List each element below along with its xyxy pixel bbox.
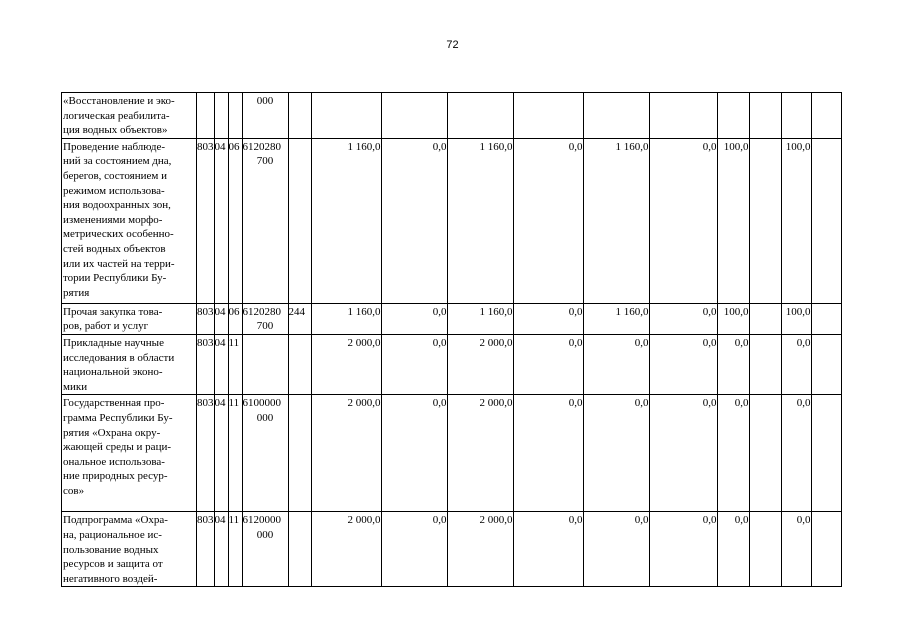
row-name-line: берегов, состоянием и bbox=[63, 169, 167, 182]
cell-expense-type bbox=[288, 334, 311, 394]
cell-section: 04 bbox=[214, 512, 228, 587]
cell-percent: 0,0 bbox=[717, 512, 749, 587]
row-name-line: жающей среды и раци- bbox=[63, 441, 172, 454]
row-name-line: негативного воздей- bbox=[63, 572, 158, 585]
cell-target-article bbox=[242, 512, 288, 587]
cell-empty bbox=[749, 303, 781, 334]
cell-amount: 0,0 bbox=[381, 395, 447, 512]
budget-table bbox=[61, 92, 842, 587]
page-number: 72 bbox=[446, 39, 459, 51]
cell-percent: 0,0 bbox=[781, 334, 811, 394]
cell-amount: 0,0 bbox=[381, 138, 447, 303]
cell-blank bbox=[811, 93, 841, 139]
cell-amount: 0,0 bbox=[513, 138, 583, 303]
table-row bbox=[62, 512, 842, 587]
table-row bbox=[62, 138, 842, 303]
cell-amount bbox=[649, 93, 717, 139]
row-name-line: ния водоохранных зон, bbox=[63, 199, 171, 212]
cell-amount bbox=[583, 93, 649, 139]
row-name-line: грамма Республики Бу- bbox=[63, 411, 173, 424]
row-name-line: Проведение наблюде- bbox=[63, 140, 166, 153]
cell-percent: 0,0 bbox=[781, 512, 811, 587]
cell-percent: 0,0 bbox=[781, 395, 811, 512]
cell-target-article bbox=[242, 303, 288, 334]
cell-amount: 0,0 bbox=[649, 138, 717, 303]
cell-subsection: 11 bbox=[228, 395, 242, 512]
cell-section: 04 bbox=[214, 138, 228, 303]
cell-amount: 0,0 bbox=[513, 303, 583, 334]
cell-section bbox=[214, 93, 228, 139]
cell-empty bbox=[749, 512, 781, 587]
row-name bbox=[62, 93, 197, 139]
cell-grbs: 803 bbox=[197, 138, 215, 303]
row-name-line: ние природных ресур- bbox=[63, 470, 168, 483]
cell-amount: 2 000,0 bbox=[447, 395, 513, 512]
target-article-line: 6100000 bbox=[242, 397, 281, 410]
cell-amount: 0,0 bbox=[583, 395, 649, 512]
row-name bbox=[62, 334, 197, 394]
row-name bbox=[62, 138, 197, 303]
cell-amount: 0,0 bbox=[649, 334, 717, 394]
target-article-line: 6120280 bbox=[242, 305, 281, 318]
cell-amount bbox=[513, 93, 583, 139]
cell-blank bbox=[811, 334, 841, 394]
cell-amount: 0,0 bbox=[649, 512, 717, 587]
cell-grbs: 803 bbox=[197, 303, 215, 334]
cell-grbs bbox=[197, 93, 215, 139]
cell-percent bbox=[781, 93, 811, 139]
cell-amount bbox=[311, 93, 381, 139]
row-name-line: ресурсов и защита от bbox=[63, 558, 163, 571]
row-name bbox=[62, 395, 197, 512]
row-name-line: ональное использова- bbox=[63, 455, 165, 468]
row-name-line: Подпрограмма «Охра- bbox=[63, 514, 168, 527]
cell-amount: 0,0 bbox=[583, 512, 649, 587]
row-name-line: стей водных объектов bbox=[63, 242, 166, 255]
cell-amount: 0,0 bbox=[381, 512, 447, 587]
cell-percent: 100,0 bbox=[781, 138, 811, 303]
cell-percent: 100,0 bbox=[781, 303, 811, 334]
row-name bbox=[62, 303, 197, 334]
cell-subsection: 11 bbox=[228, 512, 242, 587]
cell-grbs: 803 bbox=[197, 334, 215, 394]
cell-amount: 1 160,0 bbox=[583, 138, 649, 303]
row-name-line: «Восстановление и эко- bbox=[63, 95, 175, 107]
cell-expense-type bbox=[288, 138, 311, 303]
cell-empty bbox=[749, 334, 781, 394]
cell-amount: 2 000,0 bbox=[447, 334, 513, 394]
target-article-line: 700 bbox=[256, 155, 274, 168]
target-article-line: 6120280 bbox=[242, 140, 281, 153]
row-name-line: режимом использова- bbox=[63, 184, 165, 197]
cell-amount: 0,0 bbox=[381, 334, 447, 394]
row-name-line: исследования в области bbox=[63, 351, 175, 364]
cell-section: 04 bbox=[214, 303, 228, 334]
cell-grbs: 803 bbox=[197, 512, 215, 587]
cell-target-article bbox=[242, 138, 288, 303]
target-article-line: 000 bbox=[256, 528, 274, 541]
cell-amount: 0,0 bbox=[583, 334, 649, 394]
cell-expense-type: 244 bbox=[288, 303, 311, 334]
cell-amount: 2 000,0 bbox=[311, 512, 381, 587]
row-name-line: логическая реабилита- bbox=[63, 109, 170, 122]
cell-amount: 1 160,0 bbox=[311, 138, 381, 303]
row-name bbox=[62, 512, 197, 587]
table-row bbox=[62, 93, 842, 139]
cell-amount: 1 160,0 bbox=[311, 303, 381, 334]
cell-percent: 0,0 bbox=[717, 334, 749, 394]
row-name-line: ний за состоянием дна, bbox=[63, 155, 172, 168]
cell-expense-type bbox=[288, 395, 311, 512]
cell-expense-type bbox=[288, 512, 311, 587]
row-name-line: изменениями морфо- bbox=[63, 213, 163, 226]
cell-blank bbox=[811, 303, 841, 334]
row-name-line: ция водных объектов» bbox=[63, 124, 168, 137]
row-name-line: рятия bbox=[63, 286, 90, 299]
target-article-line: 000 bbox=[256, 95, 274, 107]
row-name-line: ров, работ и услуг bbox=[63, 320, 149, 333]
target-article-line: 700 bbox=[256, 320, 274, 333]
cell-amount: 2 000,0 bbox=[447, 512, 513, 587]
row-name-line: Прочая закупка това- bbox=[63, 305, 163, 318]
row-name-line: тории Республики Бу- bbox=[63, 272, 167, 285]
cell-empty bbox=[749, 395, 781, 512]
row-name-line: мики bbox=[63, 380, 88, 393]
row-name-line: Государственная про- bbox=[63, 397, 165, 410]
cell-target-article bbox=[242, 334, 288, 394]
row-name-line: или их частей на терри- bbox=[63, 257, 175, 270]
cell-target-article bbox=[242, 395, 288, 512]
cell-blank bbox=[811, 512, 841, 587]
cell-blank bbox=[811, 395, 841, 512]
cell-amount: 0,0 bbox=[381, 303, 447, 334]
cell-subsection bbox=[228, 93, 242, 139]
cell-amount: 0,0 bbox=[513, 395, 583, 512]
cell-percent: 100,0 bbox=[717, 138, 749, 303]
cell-subsection: 06 bbox=[228, 303, 242, 334]
cell-subsection: 11 bbox=[228, 334, 242, 394]
target-article-line: 6120000 bbox=[242, 514, 281, 527]
cell-amount bbox=[381, 93, 447, 139]
cell-subsection: 06 bbox=[228, 138, 242, 303]
cell-amount: 2 000,0 bbox=[311, 395, 381, 512]
cell-amount: 1 160,0 bbox=[447, 138, 513, 303]
cell-amount: 0,0 bbox=[513, 334, 583, 394]
cell-empty bbox=[749, 138, 781, 303]
cell-blank bbox=[811, 138, 841, 303]
row-name-line: сов» bbox=[63, 484, 85, 497]
row-name-line: Прикладные научные bbox=[63, 336, 164, 349]
cell-amount: 1 160,0 bbox=[583, 303, 649, 334]
row-name-line: на, рациональное ис- bbox=[63, 528, 162, 541]
table-row bbox=[62, 334, 842, 394]
cell-amount: 2 000,0 bbox=[311, 334, 381, 394]
cell-section: 04 bbox=[214, 334, 228, 394]
cell-amount: 1 160,0 bbox=[447, 303, 513, 334]
cell-grbs: 803 bbox=[197, 395, 215, 512]
cell-amount: 0,0 bbox=[649, 395, 717, 512]
row-name-line: пользование водных bbox=[63, 543, 159, 556]
cell-section: 04 bbox=[214, 395, 228, 512]
cell-percent: 0,0 bbox=[717, 395, 749, 512]
cell-percent bbox=[717, 93, 749, 139]
row-name-line: метрических особенно- bbox=[63, 228, 174, 241]
target-article-line: 000 bbox=[256, 411, 274, 424]
table-row bbox=[62, 395, 842, 512]
cell-expense-type bbox=[288, 93, 311, 139]
cell-amount: 0,0 bbox=[649, 303, 717, 334]
table-row bbox=[62, 303, 842, 334]
cell-amount bbox=[447, 93, 513, 139]
cell-target-article bbox=[242, 93, 288, 139]
cell-empty bbox=[749, 93, 781, 139]
row-name-line: рятия «Охрана окру- bbox=[63, 426, 161, 439]
cell-amount: 0,0 bbox=[513, 512, 583, 587]
cell-percent: 100,0 bbox=[717, 303, 749, 334]
row-name-line: национальной эконо- bbox=[63, 366, 163, 379]
